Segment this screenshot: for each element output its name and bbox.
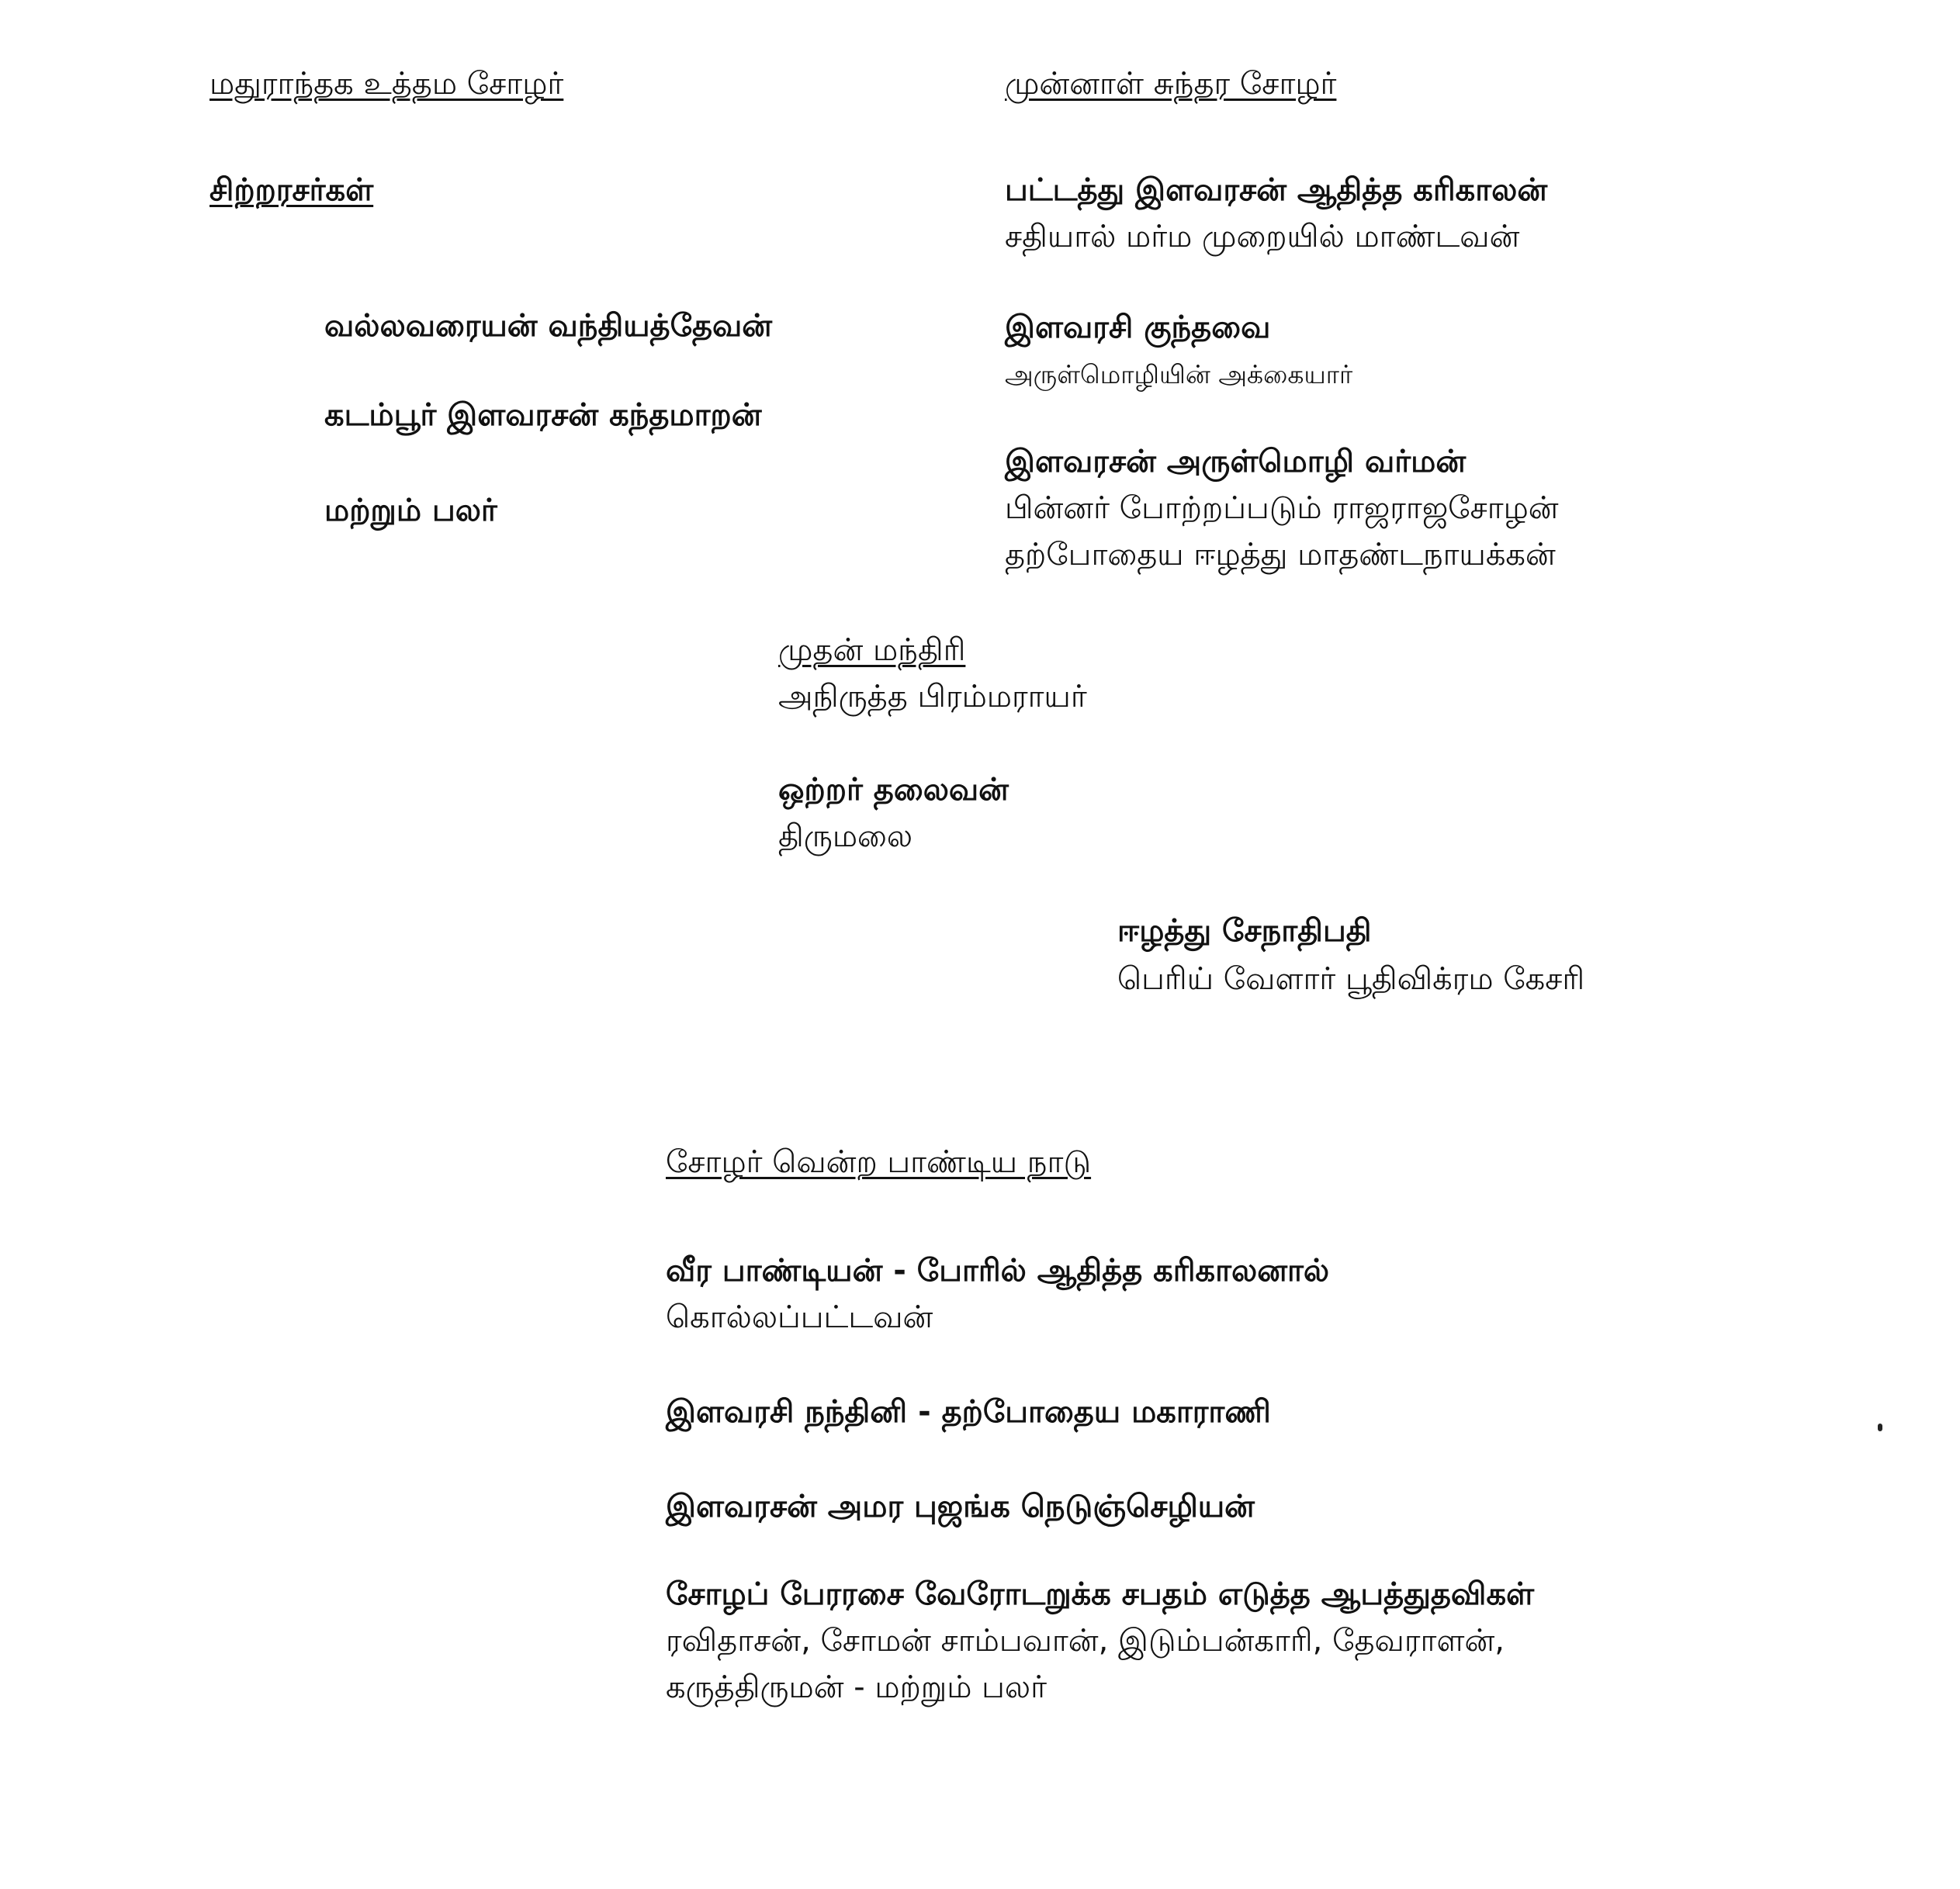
- spy-title: ஒற்றர் தலைவன்: [778, 772, 1009, 808]
- left-subheading: சிற்றரசர்கள்: [210, 172, 374, 208]
- left-item-vandhiyathevan: வல்லவரையன் வந்தியத்தேவன்: [324, 308, 773, 344]
- right-heading: முன்னாள் சுந்தர சோழர்: [1005, 66, 1337, 102]
- minister-name: அநிருத்த பிரம்மராயர்: [778, 679, 1087, 714]
- oath-line-2: ரவிதாசன், சோமன் சாம்பவான், இடும்பன்காரி, தேவராளன்,: [666, 1623, 1505, 1659]
- oath-line-3: கருத்திருமன் - மற்றும் பலர்: [666, 1669, 1048, 1705]
- amara-line: இளவரசன் அமர புஜங்க நெடுஞ்செழியன்: [666, 1489, 1255, 1524]
- minister-title: முதன் மந்திரி: [778, 632, 966, 668]
- aditha-desc: சதியால் மர்ம முறையில் மாண்டவன்: [1005, 219, 1520, 254]
- arulmozhi-title: இளவரசன் அருள்மொழி வர்மன்: [1005, 444, 1467, 479]
- kundavai-desc: அருள்மொழியின் அக்கையார்: [1005, 359, 1353, 389]
- left-item-kandhamaran: கடம்பூர் இளவரசன் கந்தமாறன்: [324, 397, 762, 433]
- left-item-others: மற்றும் பலர்: [324, 493, 497, 528]
- aditha-title: பட்டத்து இளவரசன் ஆதித்த கரிகாலன்: [1005, 172, 1548, 208]
- spy-name: திருமலை: [778, 818, 913, 854]
- commander-title: ஈழத்து சேநாதிபதி: [1117, 913, 1372, 949]
- arulmozhi-desc-2: தற்போதைய ஈழத்து மாதண்டநாயக்கன்: [1005, 537, 1556, 573]
- arulmozhi-desc-1: பின்னர் போற்றப்படும் ராஜராஜசோழன்: [1005, 490, 1559, 526]
- scan-speck: [1878, 1424, 1882, 1431]
- kundavai-title: இளவரசி குந்தவை: [1005, 310, 1271, 345]
- oath-line-1: சோழப் பேரரசை வேரோடறுக்க சபதம் எடுத்த ஆபத்துதவிகள்: [666, 1576, 1535, 1612]
- commander-name: பெரிய் வேளார் பூதிவிக்ரம கேசரி: [1117, 961, 1585, 997]
- nandini-line: இளவரசி நந்தினி - தற்போதைய மகாராணி: [666, 1394, 1271, 1430]
- pandya-heading: சோழர் வென்ற பாண்டிய நாடு: [666, 1144, 1092, 1180]
- veera-line-2: கொல்லப்பட்டவன்: [666, 1299, 933, 1335]
- veera-line-1: வீர பாண்டியன் - போரில் ஆதித்த கரிகாலனால்: [666, 1253, 1330, 1289]
- left-heading: மதுராந்தக உத்தம சோழர்: [210, 66, 564, 102]
